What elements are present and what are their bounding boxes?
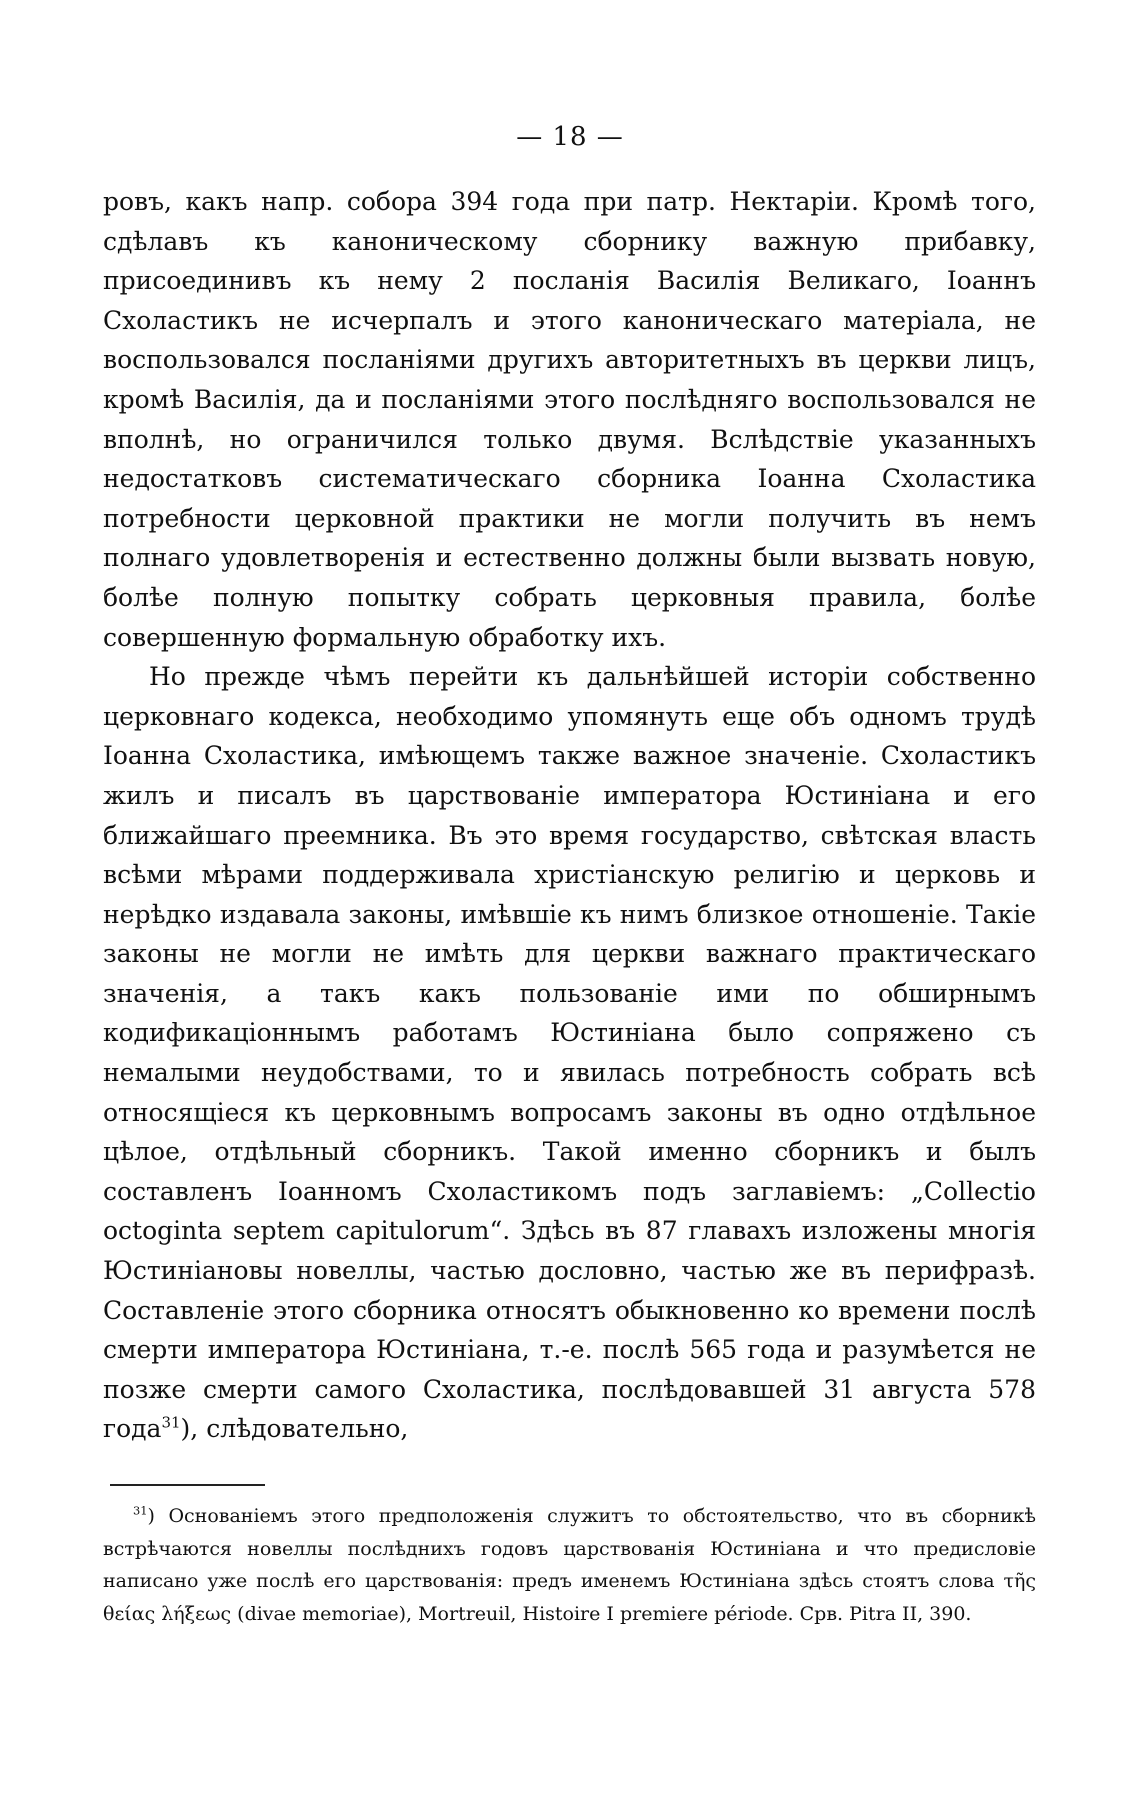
footnote [103,1500,1036,1630]
main-text [103,182,1036,1449]
paragraph-1: ровъ, какъ напр. собора 394 года при патр. Нектаріи. Кромѣ того, сдѣлавъ къ каноническому сборнику важную прибавку, присоединивъ къ нему 2 посланія Василія Великаго, Іоаннъ Схоластикъ не исчерпалъ и этого каноническаго матеріала, не воспользовался посланіями другихъ авторитетныхъ въ церкви лицъ, кромѣ Василія, да и посланіями этого послѣдняго воспользовался не вполнѣ, но ограничился только двумя. Вслѣдствіе указанныхъ недостатковъ систематическаго сборника Іоанна Схоластика потребности церковной практики не могли получить въ немъ полнаго удовлетворенія и естественно должны были вызвать новую, болѣе полную попытку собрать церковныя правила, болѣе совершенную формальную обработку ихъ. [103,187,1036,652]
page-number: — 18 — [516,122,624,152]
footnote-marker: 31 [133,1503,148,1518]
footnote-reference: 31 [161,1414,181,1433]
paragraph-2 [103,657,1036,1449]
paragraph-2-end: ), слѣдовательно, [180,1414,409,1444]
footnote-divider [110,1484,265,1486]
paragraph-2-text: Но прежде чѣмъ перейти къ дальнѣйшей исторіи собственно церковнаго кодекса, необходимо упомянуть еще объ одномъ трудѣ Іоанна Схоластика, имѣющемъ также важное значеніе. Схоластикъ жилъ и писалъ въ царствованіе императора Юстиніана и его ближайшаго преемника. Въ это время государство, свѣтская власть всѣми мѣрами поддерживала христіанскую религію и церковь и нерѣдко издавала законы, имѣвшіе къ нимъ близкое отношеніе. Такіе законы не могли не имѣть для церкви важнаго практическаго значенія, а такъ какъ пользованіе ими по обширнымъ кодификаціоннымъ работамъ Юстиніана было сопряжено съ немалыми неудобствами, то и явилась потребность собрать всѣ относящіеся къ церковнымъ вопросамъ законы въ одно отдѣльное цѣлое, отдѣльный сборникъ. Такой именно сборникъ и былъ составленъ Іоанномъ Схоластикомъ подъ заглавіемъ: „Collectio octoginta septem capitulorum“. Здѣсь въ 87 главахъ изложены многія Юстиніановы новеллы, частью дословно, частью же въ перифразѣ. Составленіе этого сборника относятъ обыкновенно ко времени послѣ смерти императора Юстиніана, т.-е. послѣ 565 года и разумѣется не позже смерти самого Схоластика, послѣдовавшей 31 августа 578 года [103,662,1036,1444]
footnote-text: ) Основаніемъ этого предположенія служитъ то обстоятельство, что въ сборникѣ встрѣчаются новеллы послѣднихъ годовъ царствованія Юстиніана и что предисловіе написано уже послѣ его царствованія: предъ именемъ Юстиніана здѣсь стоятъ слова τῆς θείας λήξεως (divae memoriae), Mortreuil, Histoire I premiere période. Срв. Pitra II, 390. [103,1505,1036,1625]
